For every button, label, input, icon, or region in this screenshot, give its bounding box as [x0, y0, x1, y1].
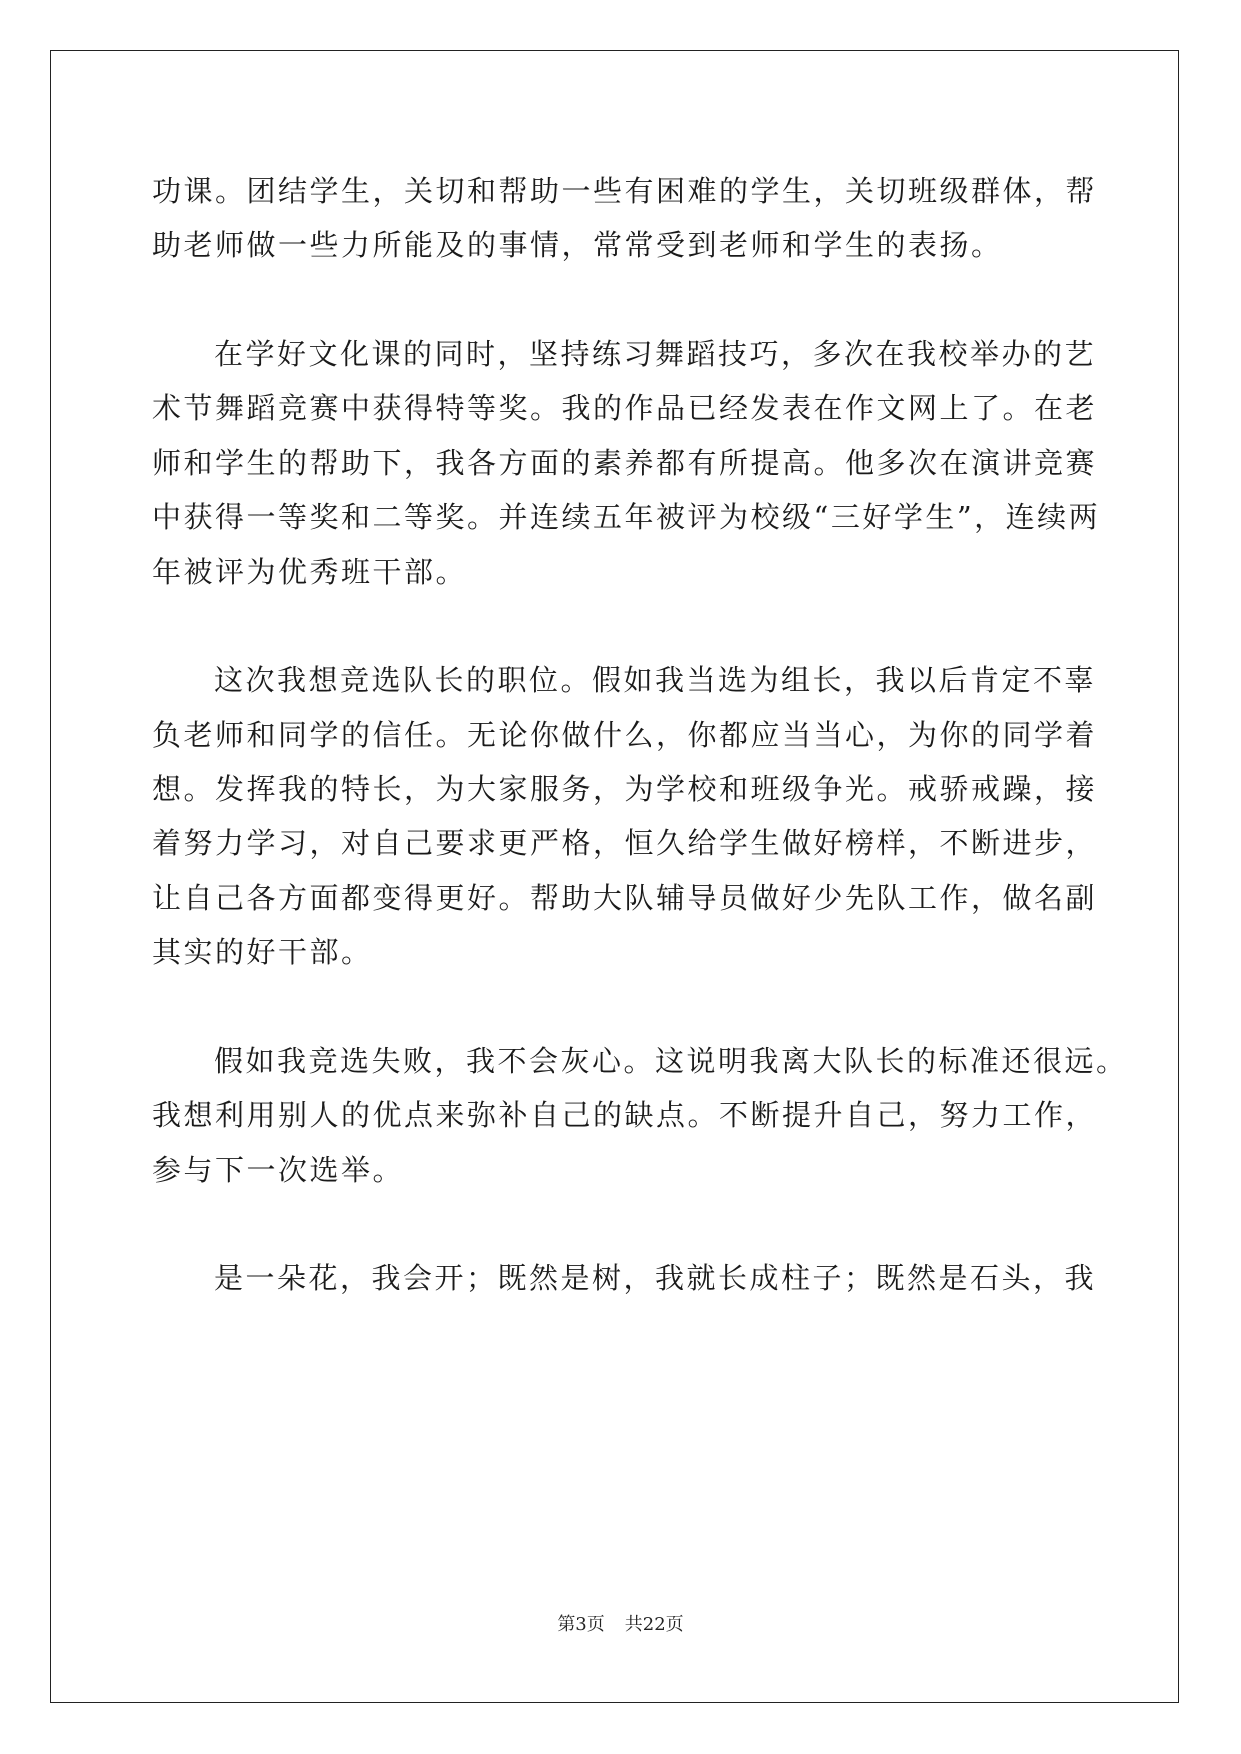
body-text-line: 术节舞蹈竞赛中获得特等奖。我的作品已经发表在作文网上了。在老 [152, 391, 1098, 425]
page-number-current: 第3页 [557, 1614, 605, 1635]
body-text-line: 功课。团结学生，关切和帮助一些有困难的学生，关切班级群体，帮 [152, 174, 1098, 208]
body-text-line: 负老师和同学的信任。无论你做什么，你都应当当心，为你的同学着 [152, 718, 1098, 752]
body-text-line: 让自己各方面都变得更好。帮助大队辅导员做好少先队工作，做名副 [152, 881, 1098, 915]
body-text-line: 年被评为优秀班干部。 [152, 555, 468, 589]
paragraph-start-line: 假如我竞选失败，我不会灰心。这说明我离大队长的标准还很远。 [214, 1044, 1128, 1078]
paragraph-start-line: 在学好文化课的同时，坚持练习舞蹈技巧，多次在我校举办的艺 [214, 337, 1097, 371]
page-border [50, 50, 1179, 1703]
body-text-line: 想。发挥我的特长，为大家服务，为学校和班级争光。戒骄戒躁，接 [152, 772, 1098, 806]
body-text-line: 师和学生的帮助下，我各方面的素养都有所提高。他多次在演讲竞赛 [152, 446, 1098, 480]
body-text-line: 着努力学习，对自己要求更严格，恒久给学生做好榜样，不断进步， [152, 826, 1098, 860]
paragraph-start-line: 这次我想竞选队长的职位。假如我当选为组长，我以后肯定不辜 [214, 663, 1097, 697]
body-text-line: 助老师做一些力所能及的事情，常常受到老师和学生的表扬。 [152, 228, 1003, 262]
body-text-line: 我想利用别人的优点来弥补自己的缺点。不断提升自己，努力工作， [152, 1098, 1098, 1132]
body-text-line: 其实的好干部。 [152, 935, 373, 969]
body-text-line: 中获得一等奖和二等奖。并连续五年被评为校级“三好学生”，连续两 [152, 500, 1101, 534]
paragraph-start-line: 是一朵花，我会开；既然是树，我就长成柱子；既然是石头，我 [214, 1261, 1097, 1295]
body-text-line: 参与下一次选举。 [152, 1153, 405, 1187]
page-number-total: 共22页 [624, 1614, 684, 1635]
page-footer [0, 1613, 1241, 1637]
